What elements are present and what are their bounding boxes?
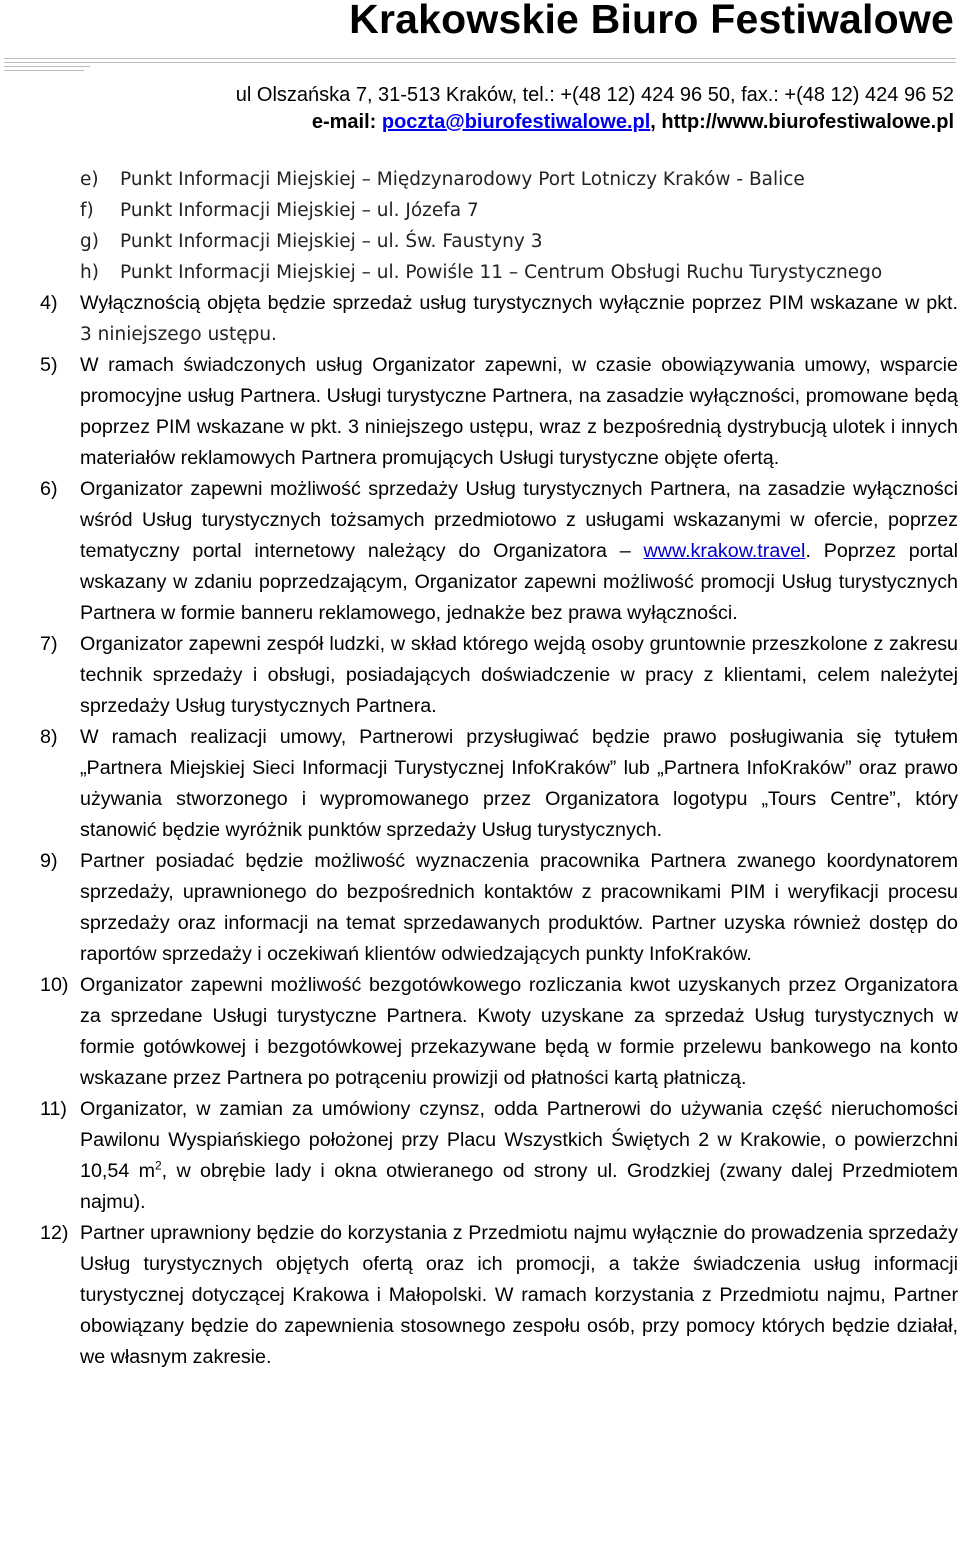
superscript-2: 2 [154,1158,162,1173]
letterhead-title: Krakowskie Biuro Festiwalowe [349,0,954,42]
clause-12 [40,1218,958,1373]
list-item-text: Punkt Informacji Miejskiej – Międzynarodowy Port Lotniczy Kraków - Balice [120,169,805,190]
clause-5 [40,350,958,474]
list-marker: h) [80,262,99,283]
clause-text-part: 3 niniejszego ustępu. [80,324,277,345]
clause-text-part: Organizator zapewni możliwość sprzedaży Usług turystycznych Partnera, na zasadzie wyłączności wśród Usług turystycznych tożsamych przedmiotowo z usługami wskazanymi w ofercie, poprzez tematyczny portal internetowy należący do Organizatora – [80,478,958,562]
clause-text-part: Wyłącznością objęta będzie sprzedaż usług turystycznych wyłącznie poprzez PIM wskazane w pkt. [80,292,958,314]
list-item-text: Punkt Informacji Miejskiej – ul. Józefa 7 [120,200,479,221]
clause-11 [40,1094,958,1218]
list-marker: f) [80,200,94,221]
email-label: e-mail: [311,111,382,133]
clause-number: 11) [40,1098,67,1120]
clause-number: 7) [40,633,58,655]
clause-6 [40,474,958,629]
email-link[interactable]: poczta@biurofestiwalowe.pl [381,111,651,133]
website-text: http://www.biurofestiwalowe.pl [661,111,954,133]
clause-number: 8) [40,726,58,748]
list-item [80,226,958,257]
list-item-text: Punkt Informacji Miejskiej – ul. Św. Faustyny 3 [120,231,543,252]
list-item [80,164,958,195]
list-marker: g) [80,231,99,252]
list-marker: e) [80,169,99,190]
clause-9 [40,846,958,970]
location-sublist [40,164,958,288]
letterhead-rule [0,56,960,76]
letterhead-address: ul Olszańska 7, 31-513 Kraków, tel.: +(48 12) 424 96 50, fax.: +(48 12) 424 96 52 [235,84,954,106]
clause-text [80,288,958,350]
clause-8 [40,722,958,846]
clause-text: W ramach świadczonych usług Organizator zapewni, w czasie obowiązywania umowy, wsparcie promocyjne usług Partnera. Usługi turystyczne Partnera, na zasadzie wyłączności, promowane będą poprzez PIM wskazane w pkt. 3 niniejszego ustępu, wraz z bezpośrednią dystrybucją ulotek i innych materiałów reklamowych Partnera promujących Usługi turystyczne objęte ofertą. [80,354,958,469]
clause-number: 4) [40,292,58,314]
clause-text: Organizator zapewni zespół ludzki, w skład którego wejdą osoby gruntownie przeszkolone z zakresu technik sprzedaży i obsługi, posiadających doświadczenie w pracy z klientami, celem należytej sprzedaży Usług turystycznych Partnera. [80,633,958,717]
clause-10 [40,970,958,1094]
clause-number: 5) [40,354,58,376]
clause-text: W ramach realizacji umowy, Partnerowi przysługiwać będzie prawo posługiwania się tytułem „Partnera Miejskiej Sieci Informacji Turystycznej InfoKraków” lub „Partnera InfoKraków” oraz prawo używania stworzonego i wypromowanego przez Organizatora logotypu „Tours Centre”, który stanowić będzie wyróżnik punktów sprzedaży Usług turystycznych. [80,726,958,841]
clause-text [80,474,958,629]
clause-number: 9) [40,850,58,872]
contact-separator: , [650,111,662,133]
clause-text [80,1094,958,1218]
clause-number: 10) [40,974,69,996]
list-item [80,195,958,226]
list-item [80,257,958,288]
clause-7 [40,629,958,722]
clause-text-part: Organizator, w zamian za umówiony czynsz, odda Partnerowi do używania część nieruchomości Pawilonu Wyspiańskiego położonej przy Placu Wszystkich Świętych 2 w Krakowie, o powierzchni 10,54 m [80,1098,958,1182]
clause-text-part: , w obrębie lady i okna otwieranego od strony ul. Grodzkiej (zwany dalej Przedmiotem najmu). [80,1160,958,1213]
list-item-text: Punkt Informacji Miejskiej – ul. Powiśle 11 – Centrum Obsługi Ruchu Turystycznego [120,262,883,283]
clause-text: Partner uprawniony będzie do korzystania z Przedmiotu najmu wyłącznie do prowadzenia sprzedaży Usług turystycznych objętych ofertą oraz ich promocji, a także świadczenia usług informacji turystycznej dotyczącej Krakowa i Małopolski. W ramach korzystania z Przedmiotu najmu, Partner obowiązany będzie do zapewnienia stosownego zespołu osób, przy pomocy których będzie działał, we własnym zakresie. [80,1222,958,1368]
clause-text: Organizator zapewni możliwość bezgotówkowego rozliczania kwot uzyskanych przez Organizatora za sprzedane Usługi turystyczne Partnera. Kwoty uzyskane za sprzedaż Usług turystycznych w formie gotówkowej i bezgotówkowej przekazywane będą w formie przelewu bankowego na konto wskazane przez Partnera po potrąceniu prowizji od płatności kartą płatniczą. [80,974,958,1089]
letterhead-contact [312,111,954,134]
clause-number: 12) [40,1222,69,1244]
clause-4 [40,288,958,350]
clause-text-part: . Poprzez portal wskazany w zdaniu poprzedzającym, Organizator zapewni możliwość promocji Usług turystycznych Partnera w formie banneru reklamowego, jednakże bez prawa wyłączności. [80,540,958,624]
krakow-travel-link[interactable]: www.krakow.travel [643,540,806,562]
clause-number: 6) [40,478,58,500]
clause-text: Partner posiadać będzie możliwość wyznaczenia pracownika Partnera zwanego koordynatorem sprzedaży, uprawnionego do bezpośrednich kontaktów z pracownikami PIM i weryfikacji procesu sprzedaży oraz informacji na temat sprzedawanych produktów. Partner uzyska również dostęp do raportów sprzedaży i oczekiwań klientów odwiedzających punkty InfoKraków. [80,850,958,965]
document-body [40,164,958,1373]
